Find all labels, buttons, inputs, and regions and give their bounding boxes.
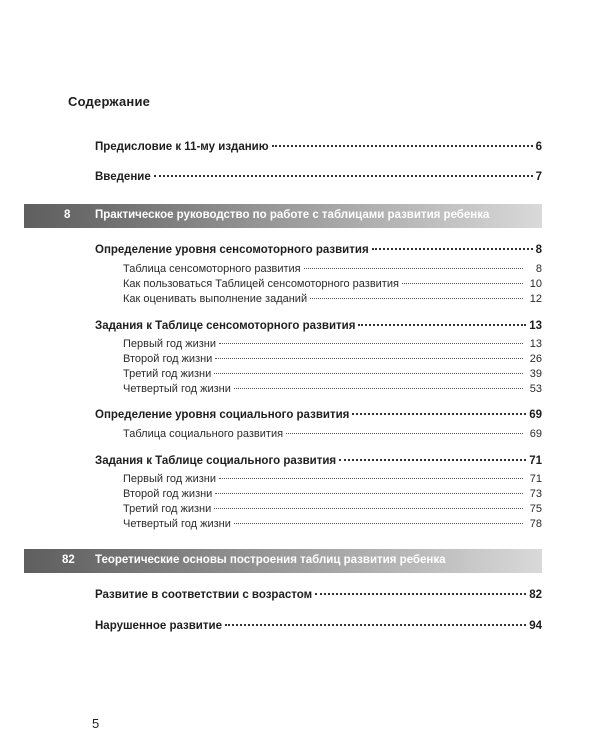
dot-leader — [352, 413, 526, 415]
toc-subentry[interactable] — [123, 383, 542, 395]
entry-page: 7 — [535, 171, 542, 183]
entry-label: Как оценивать выполнение заданий — [123, 293, 308, 305]
dot-leader — [219, 478, 523, 479]
entry-page: 13 — [529, 320, 542, 332]
entry-page: 26 — [529, 353, 542, 365]
toc-subentry[interactable] — [123, 488, 542, 500]
entry-label: Первый год жизни — [123, 338, 216, 350]
part-title: Практическое руководство по работе с таблицами развития ребенка — [95, 209, 490, 221]
entry-label: Развитие в соответствии с возрастом — [95, 589, 313, 601]
dot-leader — [310, 298, 523, 299]
dot-leader — [225, 624, 526, 626]
entry-label: Второй год жизни — [123, 353, 213, 365]
dot-leader — [214, 508, 523, 509]
entry-label: Задания к Таблице сенсомоторного развития — [95, 320, 356, 332]
entry-page: 75 — [529, 503, 542, 515]
dot-leader — [234, 388, 523, 389]
dot-leader — [339, 459, 526, 461]
entry-label: Задания к Таблице социального развития — [95, 455, 337, 467]
entry-page: 53 — [529, 383, 542, 395]
part-number: 82 — [62, 554, 75, 566]
entry-label: Таблица сенсомоторного развития — [123, 263, 301, 275]
entry-page: 8 — [535, 244, 542, 256]
toc-entry-section[interactable] — [95, 409, 542, 421]
toc-subentry[interactable] — [123, 368, 542, 380]
toc-subentry[interactable] — [123, 353, 542, 365]
entry-label: Нарушенное развитие — [95, 620, 222, 632]
part-header-1[interactable] — [24, 204, 542, 228]
entry-label: Четвертый год жизни — [123, 383, 231, 395]
toc-subentry[interactable] — [123, 428, 542, 440]
dot-leader — [214, 373, 523, 374]
entry-label: Третий год жизни — [123, 503, 212, 515]
entry-page: 13 — [529, 338, 542, 350]
entry-label: Определение уровня социального развития — [95, 409, 350, 421]
entry-page: 8 — [535, 263, 542, 275]
entry-label: Второй год жизни — [123, 488, 213, 500]
entry-label: Как пользоваться Таблицей сенсомоторного развития — [123, 278, 399, 290]
entry-label: Первый год жизни — [123, 473, 216, 485]
page-number: 5 — [92, 716, 100, 731]
entry-page: 69 — [529, 428, 542, 440]
dot-leader — [372, 248, 533, 250]
entry-page: 6 — [535, 141, 542, 153]
entry-page: 82 — [529, 589, 542, 601]
entry-page: 94 — [529, 620, 542, 632]
dot-leader — [358, 324, 526, 326]
toc-entry-section[interactable] — [95, 244, 542, 256]
toc-subentry[interactable] — [123, 263, 542, 275]
dot-leader — [154, 175, 533, 177]
dot-leader — [304, 268, 523, 269]
toc-subentry[interactable] — [123, 338, 542, 350]
entry-label: Введение — [95, 171, 151, 183]
dot-leader — [286, 433, 523, 434]
dot-leader — [402, 283, 523, 284]
toc-entry-section[interactable] — [95, 589, 542, 601]
toc-entry-section[interactable] — [95, 455, 542, 467]
entry-label: Таблица социального развития — [123, 428, 284, 440]
entry-label: Четвертый год жизни — [123, 518, 231, 530]
toc-entry-introduction[interactable] — [95, 171, 542, 183]
entry-page: 78 — [529, 518, 542, 530]
dot-leader — [234, 523, 523, 524]
toc-subentry[interactable] — [123, 293, 542, 305]
entry-page: 71 — [529, 473, 542, 485]
entry-page: 12 — [529, 293, 542, 305]
dot-leader — [219, 343, 523, 344]
entry-page: 73 — [529, 488, 542, 500]
toc-subentry[interactable] — [123, 278, 542, 290]
toc-subentry[interactable] — [123, 473, 542, 485]
toc-subentry[interactable] — [123, 518, 542, 530]
entry-label: Третий год жизни — [123, 368, 212, 380]
entry-page: 71 — [529, 455, 542, 467]
toc-entry-preface[interactable] — [95, 141, 542, 153]
part-title: Теоретические основы построения таблиц развития ребенка — [95, 554, 446, 566]
toc-entry-section[interactable] — [95, 320, 542, 332]
toc-subentry[interactable] — [123, 503, 542, 515]
part-header-2[interactable] — [24, 549, 542, 573]
entry-label: Определение уровня сенсомоторного развития — [95, 244, 369, 256]
dot-leader — [215, 493, 523, 494]
dot-leader — [215, 358, 523, 359]
part-number: 8 — [64, 209, 71, 221]
entry-page: 69 — [529, 409, 542, 421]
dot-leader — [272, 145, 533, 147]
toc-entry-section[interactable] — [95, 620, 542, 632]
entry-page: 39 — [529, 368, 542, 380]
entry-page: 10 — [529, 278, 542, 290]
dot-leader — [315, 593, 526, 595]
toc-title: Содержание — [68, 94, 151, 109]
entry-label: Предисловие к 11-му изданию — [95, 141, 269, 153]
